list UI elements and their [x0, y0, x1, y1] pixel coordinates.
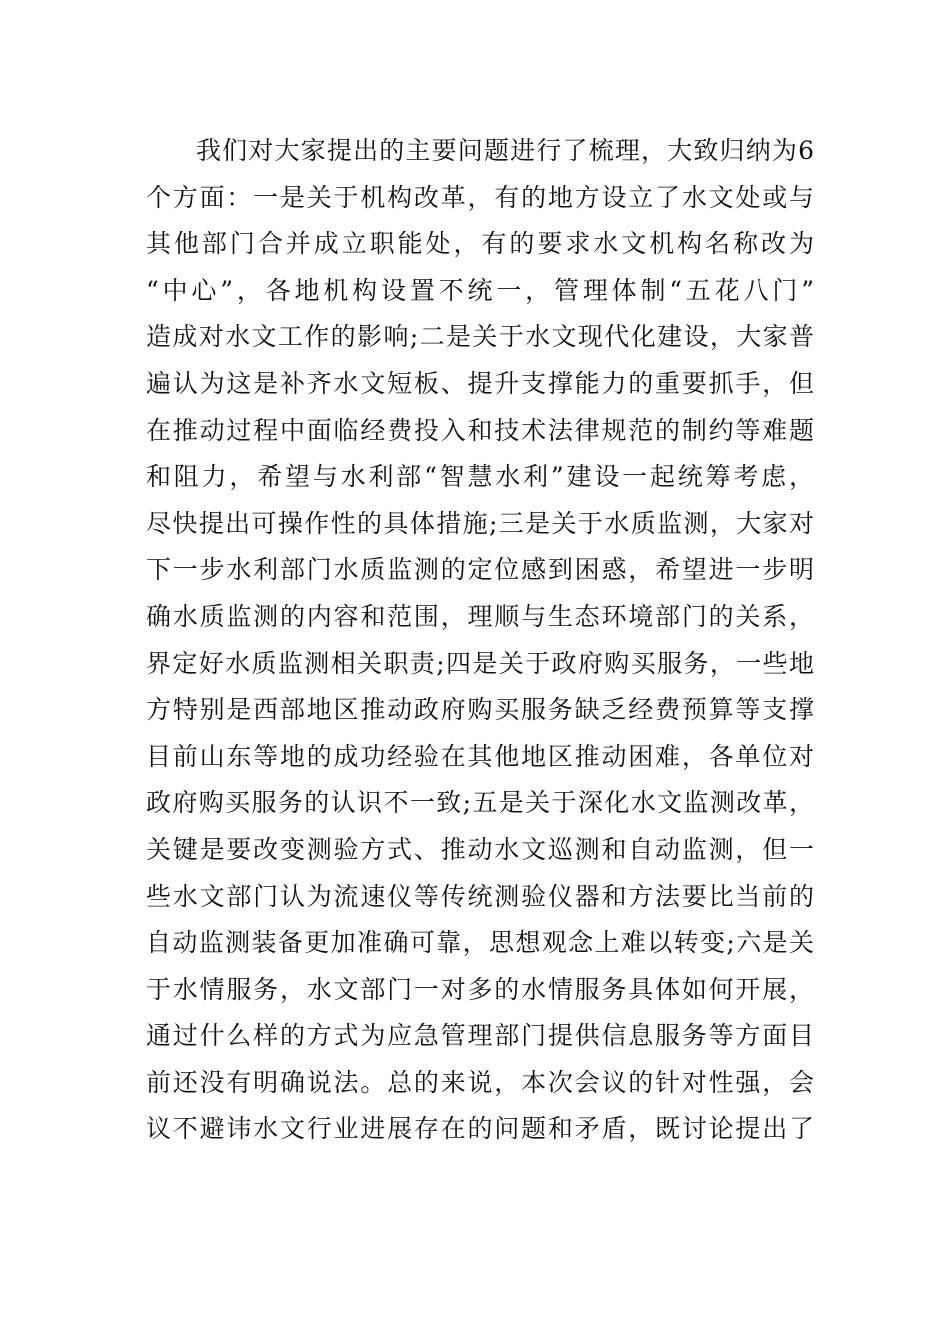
text-line: 些水文部门认为流速仪等传统测验仪器和方法要比当前的 [146, 881, 814, 911]
text-line: 尽快提出可操作性的具体措施;三是关于水质监测，大家对 [146, 508, 814, 538]
body-paragraph [146, 128, 814, 1153]
text-line: 议不避讳水文行业进展存在的问题和矛盾，既讨论提出了 [146, 1114, 814, 1144]
text-line: 方特别是西部地区推动政府购买服务缺乏经费预算等支撑 [146, 695, 814, 725]
text-line: 于水情服务，水文部门一对多的水情服务具体如何开展， [146, 974, 814, 1004]
text-line: 通过什么样的方式为应急管理部门提供信息服务等方面目 [146, 1021, 814, 1051]
text-line: 确水质监测的内容和范围，理顺与生态环境部门的关系， [146, 601, 814, 631]
text-line: 其他部门合并成立职能处，有的要求水文机构名称改为 [146, 229, 814, 259]
text-line: 和阻力，希望与水利部“智慧水利”建设一起统筹考虑， [146, 462, 814, 492]
text-line: 个方面：一是关于机构改革，有的地方设立了水文处或与 [146, 182, 814, 212]
text-line: 自动监测装备更加准确可靠，思想观念上难以转变;六是关 [146, 928, 814, 958]
text-line: 关键是要改变测验方式、推动水文巡测和自动监测，但一 [146, 834, 814, 864]
text-line: 下一步水利部门水质监测的定位感到困惑，希望进一步明 [146, 555, 814, 585]
text-line: 我们对大家提出的主要问题进行了梳理，大致归纳为6 [196, 136, 814, 165]
text-line: 造成对水文工作的影响;二是关于水文现代化建设，大家普 [146, 322, 814, 352]
text-line: 政府购买服务的认识不一致;五是关于深化水文监测改革， [146, 788, 814, 818]
text-line: 遍认为这是补齐水文短板、提升支撑能力的重要抓手，但 [146, 368, 814, 398]
text-line: 界定好水质监测相关职责;四是关于政府购买服务，一些地 [146, 648, 814, 678]
text-line: 目前山东等地的成功经验在其他地区推动困难，各单位对 [146, 741, 814, 771]
text-line: 前还没有明确说法。总的来说，本次会议的针对性强，会 [146, 1067, 814, 1097]
text-line: “中心”，各地机构设置不统一，管理体制“五花八门” [146, 275, 814, 305]
text-line: 在推动过程中面临经费投入和技术法律规范的制约等难题 [146, 415, 814, 445]
